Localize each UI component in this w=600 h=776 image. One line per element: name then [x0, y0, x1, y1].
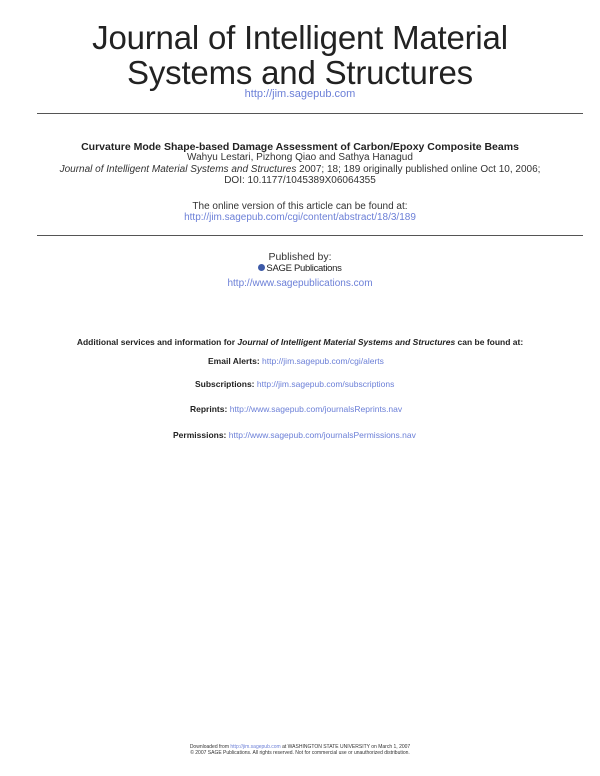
footer-downloaded-from: Downloaded from: [189, 744, 231, 750]
journal-url-link[interactable]: http://jim.sagepub.com: [244, 88, 356, 100]
journal-url-row: [0, 88, 600, 100]
publisher-url-link[interactable]: http://www.sagepublications.com: [227, 278, 373, 289]
services-intro-before: Additional services and information for: [76, 337, 238, 347]
service-subscriptions: [195, 379, 394, 389]
citation-journal: Journal of Intelligent Material Systems and Structures: [59, 164, 297, 175]
divider-top: [37, 113, 583, 114]
services-intro: [0, 337, 600, 347]
service-label: Permissions:: [173, 430, 227, 440]
footer-downloaded-link[interactable]: http://jim.sagepub.com: [230, 744, 281, 750]
footer-copyright: © 2007 SAGE Publications. All rights reserved. Not for commercial use or unauthorized distribution.: [190, 750, 410, 756]
service-link[interactable]: http://www.sagepub.com/journalsReprints.nav: [229, 404, 403, 414]
service-label: Subscriptions:: [195, 379, 255, 389]
article-title: Curvature Mode Shape-based Damage Assessment of Carbon/Epoxy Composite Beams: [81, 141, 519, 153]
journal-title-line1: Journal of Intelligent Material: [92, 19, 508, 56]
article-doi: DOI: 10.1177/1045389X06064355: [224, 175, 376, 186]
service-link[interactable]: http://jim.sagepub.com/cgi/alerts: [262, 356, 384, 366]
published-by-label: Published by:: [268, 251, 332, 263]
sage-logo: [0, 263, 600, 274]
online-version-row: [0, 212, 600, 223]
services-intro-journal: Journal of Intelligent Material Systems and Structures: [237, 337, 456, 347]
services-intro-after: can be found at:: [455, 337, 524, 347]
footer-downloaded-rest: at WASHINGTON STATE UNIVERSITY on March 1, 2007: [280, 744, 411, 750]
online-version-note: The online version of this article can be found at:: [192, 201, 408, 212]
service-reprints: [190, 404, 402, 414]
citation-details: 2007; 18; 189 originally published online Oct 10, 2006;: [296, 164, 541, 175]
divider-middle: [37, 235, 583, 236]
journal-title-line2: Systems and Structures: [127, 54, 473, 91]
service-permissions: [173, 430, 416, 440]
service-link[interactable]: http://jim.sagepub.com/subscriptions: [256, 379, 395, 389]
article-authors: Wahyu Lestari, Pizhong Qiao and Sathya Hanagud: [187, 152, 413, 163]
service-label: Reprints:: [190, 404, 228, 414]
service-link[interactable]: http://www.sagepub.com/journalsPermissions.nav: [228, 430, 416, 440]
article-citation: [0, 164, 600, 175]
online-version-link[interactable]: http://jim.sagepub.com/cgi/content/abstract/18/3/189: [184, 212, 416, 223]
journal-title: [0, 20, 600, 90]
sage-logo-icon: [258, 264, 265, 271]
publisher-url-row: [0, 278, 600, 289]
service-email-alerts: [208, 356, 384, 366]
service-label: Email Alerts:: [208, 356, 260, 366]
sage-logo-text: SAGE Publications: [266, 263, 342, 274]
